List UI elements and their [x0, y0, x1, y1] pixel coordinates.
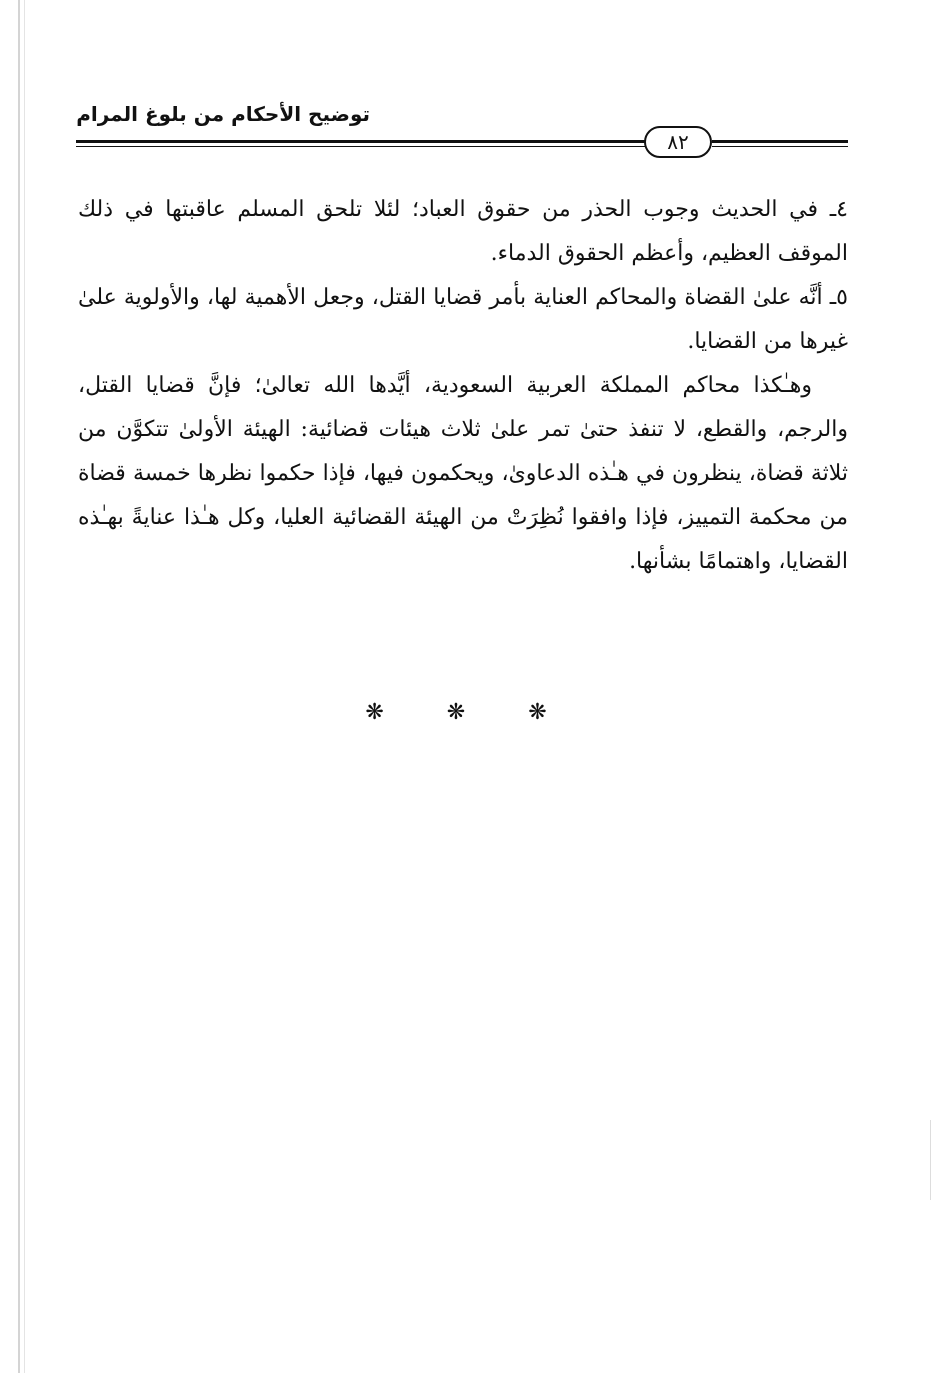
header-rule-left-thin: [76, 146, 646, 147]
scan-right-mark: [930, 1120, 931, 1200]
list-item-5: ٥ـ أنَّه علىٰ القضاة والمحاكم العناية بأمر قضايا القتل، وجعل الأهمية لها، والأولوية علىٰ غيرها من القضايا.: [78, 285, 848, 354]
running-header-title: توضيح الأحكام من بلوغ المرام: [76, 102, 370, 126]
scan-left-edge: [18, 0, 20, 1373]
header-rule-right: [712, 140, 848, 143]
page-body: [78, 188, 848, 584]
scan-inner-edge: [24, 0, 25, 1373]
header-rule-right-thin: [712, 146, 848, 147]
list-item-4: ٤ـ في الحديث وجوب الحذر من حقوق العباد؛ لئلا تلحق المسلم عاقبتها في ذلك الموقف العظيم، وأعظم الحقوق الدماء.: [78, 197, 848, 266]
section-separator: ❋ ❋ ❋: [365, 700, 575, 725]
header-rule-left: [76, 140, 646, 143]
page-number: ٨٢: [644, 126, 712, 158]
body-paragraph: وهـٰكذا محاكم المملكة العربية السعودية، أيَّدها الله تعالىٰ؛ فإنَّ قضايا القتل، والرجم، والقطع، لا تنفذ حتىٰ تمر علىٰ ثلاث هيئات قضائية: الهيئة الأولىٰ تتكوَّن من ثلاثة قضاة، ينظرون في هـٰذه الدعاوىٰ، ويحكمون فيها، فإذا حكموا نظرها خمسة قضاة من محكمة التمييز، فإذا وافقوا نُظِرَتْ من الهيئة القضائية العليا، وكل هـٰذا عنايةً بهـٰذه القضايا، واهتمامًا بشأنها.: [78, 373, 848, 574]
